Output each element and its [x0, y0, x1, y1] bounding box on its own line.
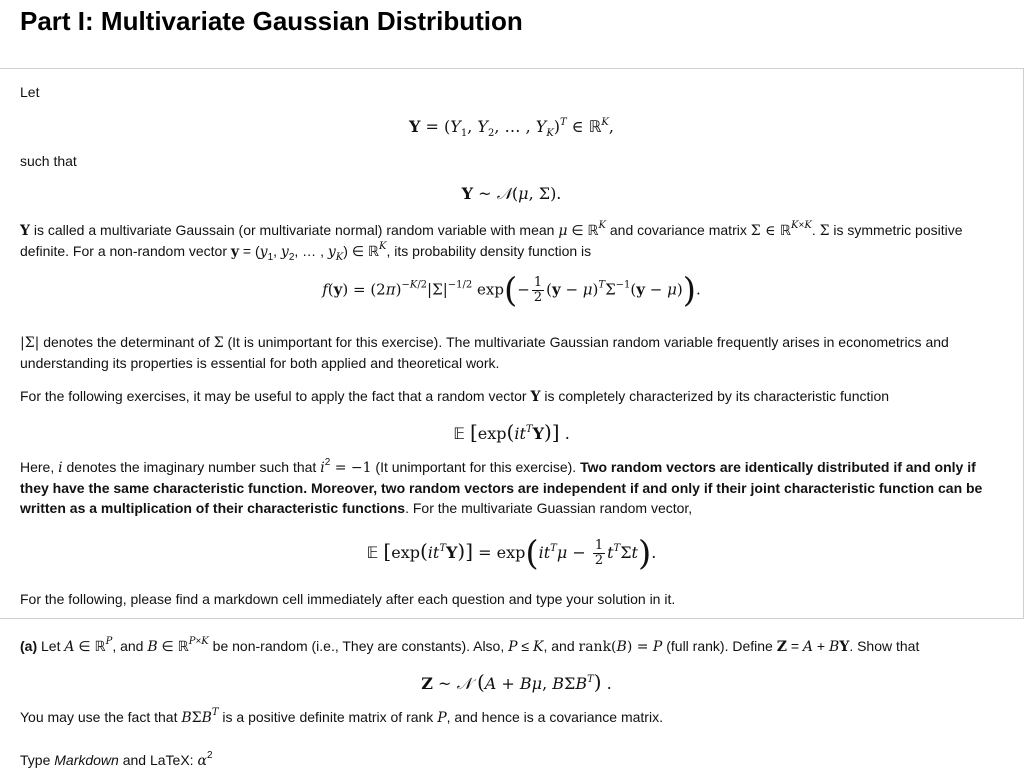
equation-y-definition: $Y = (Y_1$, $Y_2$, … , $Y_K)^T$ ∈ ℝ$^K$,: [409, 117, 614, 139]
equation-density: $f(y) = (2\pi)^{-K/2}|\Sigma|^{-1/2}$ exp(− $\frac{1}{2}$ $(y - \mu)^T\Sigma^{-1}(y - \mu)$).: [322, 270, 701, 311]
paragraph-determinant: |Σ| denotes the determinant of Σ (It is unimportant for this exercise). The multivariate Gaussian random variable frequently arises in econometrics and understanding its properties is essential for both applied and theoretical work.: [20, 334, 949, 371]
equation-y-normal: Y ~ 𝒩(μ, Σ).: [461, 184, 562, 203]
equation-z-normal: Z ~ 𝒩 (A + Bμ, $B\Sigma B^T$) .: [421, 670, 612, 694]
paragraph-definition: Y is called a multivariate Gaussain (or multivariate normal) random variable with mean μ ∈ ℝ$^K$ and covariance matrix Σ ∈ ℝ$^{K\times K}$. Σ is symmetric positive definite. For a non-random vector $y = (y_1$, $y_2$, … , $y_K$) ∈ ℝ$^K$, its probability density function is: [20, 220, 963, 263]
let-text: Let: [20, 84, 40, 100]
equation-characteristic-function: 𝔼 $[\exp(it^TY)]$ .: [453, 420, 570, 444]
such-that-text: such that: [20, 153, 77, 169]
paragraph-imaginary: Here, i denotes the imaginary number such that $i^2 = -1$ (It unimportant for this exercise). Two random vectors are identically distributed if and only if they have the same characteristic function. Moreover, two random vectors are independent if and only if their joint characteristic function can be written as a multiplication of their characteristic functions. For the multivariate Guassian random vector,: [20, 457, 983, 516]
page-title: Part I: Multivariate Gaussian Distribution: [20, 6, 523, 36]
paragraph-characteristic: For the following exercises, it may be useful to apply the fact that a random vector Y is completely characterized by its characteristic function: [20, 388, 890, 405]
paragraph-instructions: For the following, please find a markdown cell immediately after each question and type your solution in it.: [20, 591, 676, 607]
question-a-text: (a) Let A ∈ ℝ$^P$, and B ∈ ℝ$^{P\times K}$ be non-random (i.e., They are constants). Also, P ≤ K, and rank(B) = P (full rank). Define Z = A + BY. Show that: [20, 636, 920, 655]
answer-cell-placeholder[interactable]: Type Markdown and LaTeX: $\alpha^2$: [20, 750, 213, 769]
markdown-cell-intro[interactable]: [0, 68, 1024, 619]
question-a-hint: You may use the fact that $B\Sigma B^T$ is a positive definite matrix of rank P, and hence is a covariance matrix.: [20, 707, 663, 726]
equation-gaussian-cf: 𝔼 $[\exp(it^TY)] = \exp(it^T\mu$ − $\frac{1}{2}$ $t^T\Sigma t$).: [366, 533, 657, 574]
